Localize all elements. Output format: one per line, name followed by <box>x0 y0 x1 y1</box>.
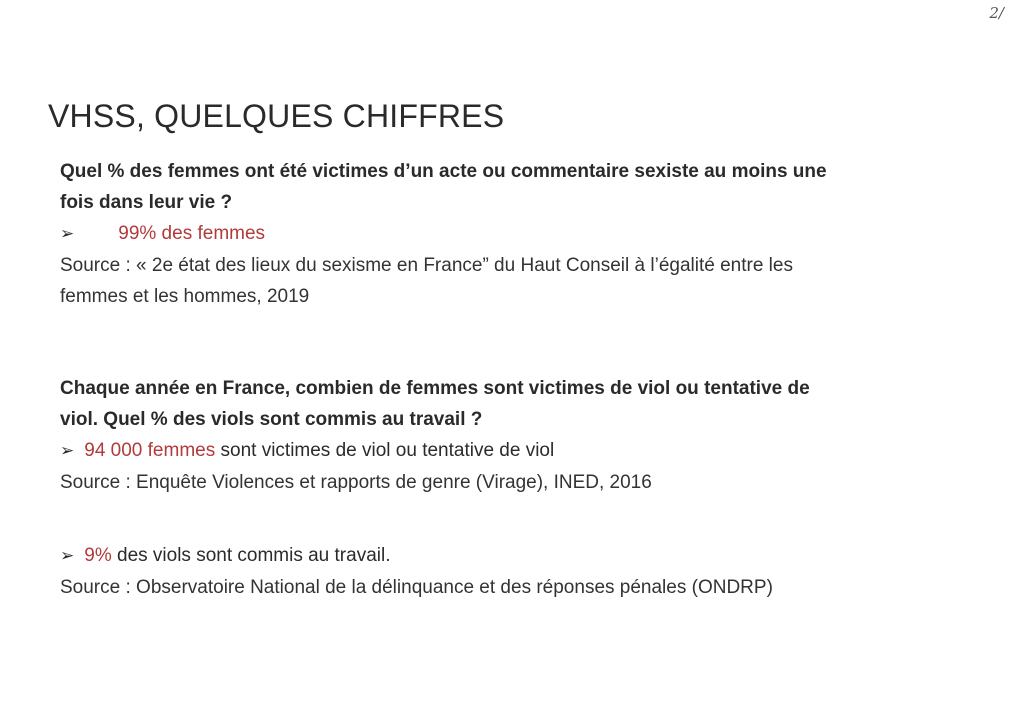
answer-highlight: 94 000 femmes <box>84 440 216 461</box>
answer-line <box>60 540 1000 572</box>
answer-text: sont victimes de viol ou tentative de viol <box>215 440 555 461</box>
page-title: VHSS, QUELQUES CHIFFRES <box>48 98 505 134</box>
question-line-1: Quel % des femmes ont été victimes d’un acte ou commentaire sexiste au moins une <box>60 161 827 182</box>
source-line: Source : Enquête Violences et rapports de genre (Virage), INED, 2016 <box>60 472 652 493</box>
question-line-2: fois dans leur vie ? <box>60 192 233 213</box>
page-number: 2/ <box>989 4 1004 22</box>
section-sexist-acts <box>60 156 1000 312</box>
arrow-bullet-icon: ➢ <box>60 546 75 566</box>
source-line: Source : Observatoire National de la délinquance et des réponses pénales (ONDRP) <box>60 577 773 598</box>
answer-text: des viols sont commis au travail. <box>111 545 391 566</box>
source-line-2: femmes et les hommes, 2019 <box>60 286 310 307</box>
arrow-bullet-icon: ➢ <box>60 224 75 244</box>
question-line-1: Chaque année en France, combien de femmes sont victimes de viol ou tentative de <box>60 378 810 399</box>
question-line-2: viol. Quel % des viols sont commis au travail ? <box>60 409 483 430</box>
section-rape-statistics <box>60 373 1000 498</box>
answer-line <box>60 435 1000 467</box>
section-workplace-rapes <box>60 540 1000 603</box>
arrow-bullet-icon: ➢ <box>60 441 75 461</box>
answer-highlight: 9% <box>84 545 112 566</box>
answer-line <box>60 218 1000 250</box>
source-line-1: Source : « 2e état des lieux du sexisme en France” du Haut Conseil à l’égalité entre les <box>60 255 793 276</box>
answer-highlight: 99% des femmes <box>118 223 266 244</box>
